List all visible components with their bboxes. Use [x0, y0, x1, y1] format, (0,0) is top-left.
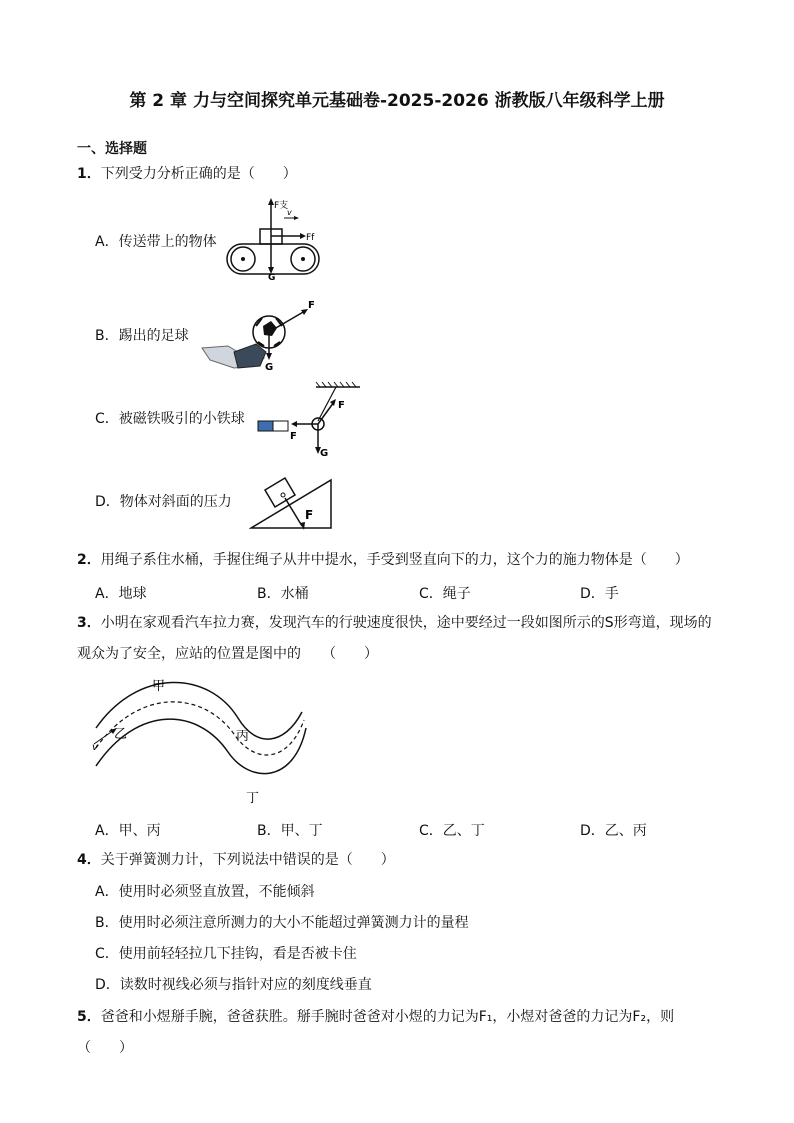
figure-conveyor [224, 196, 324, 280]
label-v: v [287, 208, 292, 217]
label-jia: 甲 [152, 679, 166, 694]
question-text: 用绳子系住水桶，手握住绳子从井中提水，手受到竖直向下的力，这个力的施力物体是（ ） [100, 552, 689, 568]
question-number: 1． [77, 166, 101, 182]
label-yi: 乙 [114, 727, 128, 742]
section-heading: 一、选择题 [77, 141, 147, 157]
question-number: 3． [77, 615, 101, 631]
question-number: 4． [77, 852, 101, 868]
label-g: G [268, 273, 276, 280]
page-title: 第 2 章 力与空间探究单元基础卷-2025-2026 浙教版八年级科学上册 [129, 91, 665, 111]
question-text: 下列受力分析正确的是（ ） [100, 166, 297, 182]
option-b: B．踢出的足球 [95, 328, 189, 344]
question-number: 5． [77, 1009, 101, 1025]
label-f: F [338, 400, 345, 411]
question-3 [77, 613, 712, 633]
option-c: C．使用前轻轻拉几下挂钩，看是否被卡住 [95, 946, 357, 962]
option-c: C．绳子 [419, 586, 471, 602]
figure-magnet-ball [252, 380, 364, 462]
label-g: G [265, 362, 274, 373]
option-a: A．使用时必须竖直放置，不能倾斜 [95, 884, 315, 900]
question-2 [77, 550, 689, 570]
figure-incline [249, 470, 335, 534]
label-v: v [92, 742, 98, 753]
label-bing: 丙 [236, 729, 250, 744]
option-a: A．地球 [95, 586, 147, 602]
label-ff: Ff [306, 233, 315, 243]
option-a: A．传送带上的物体 [95, 234, 217, 250]
option-b: B．使用时必须注意所测力的大小不能超过弹簧测力计的量程 [95, 915, 469, 931]
question-3-line-2: 观众为了安全，应站的位置是图中的 （ ） [77, 646, 378, 662]
question-1 [77, 164, 297, 184]
label-f: F [308, 300, 315, 311]
option-d: D．读数时视线必须与指针对应的刻度线垂直 [95, 977, 372, 993]
option-c: C．被磁铁吸引的小铁球 [95, 411, 245, 427]
figure-football [198, 296, 320, 376]
option-d: D．手 [580, 586, 619, 602]
question-5 [77, 1007, 674, 1027]
option-a: A．甲、丙 [95, 823, 161, 839]
option-c: C．乙、丁 [419, 823, 485, 839]
question-number: 2． [77, 552, 101, 568]
option-d: D．乙、丙 [580, 823, 647, 839]
option-b: B．水桶 [257, 586, 309, 602]
question-4 [77, 850, 395, 870]
label-ding: 丁 [246, 791, 260, 806]
label-f-support: F支 [274, 201, 289, 211]
figure-s-road [88, 672, 314, 806]
question-5-line-2: （ ） [77, 1040, 133, 1056]
label-f: F [290, 431, 297, 442]
question-text: 关于弹簧测力计，下列说法中错误的是（ ） [100, 852, 395, 868]
option-d: D．物体对斜面的压力 [95, 494, 232, 510]
label-f: F [305, 508, 314, 522]
option-b: B．甲、丁 [257, 823, 323, 839]
label-g: G [320, 448, 329, 459]
question-text: 爸爸和小煜掰手腕，爸爸获胜。掰手腕时爸爸对小煜的力记为F₁，小煜对爸爸的力记为F₂，则 [100, 1009, 675, 1025]
question-text: 小明在家观看汽车拉力赛，发现汽车的行驶速度很快，途中要经过一段如图所示的S形弯道，现场的 [100, 615, 712, 631]
